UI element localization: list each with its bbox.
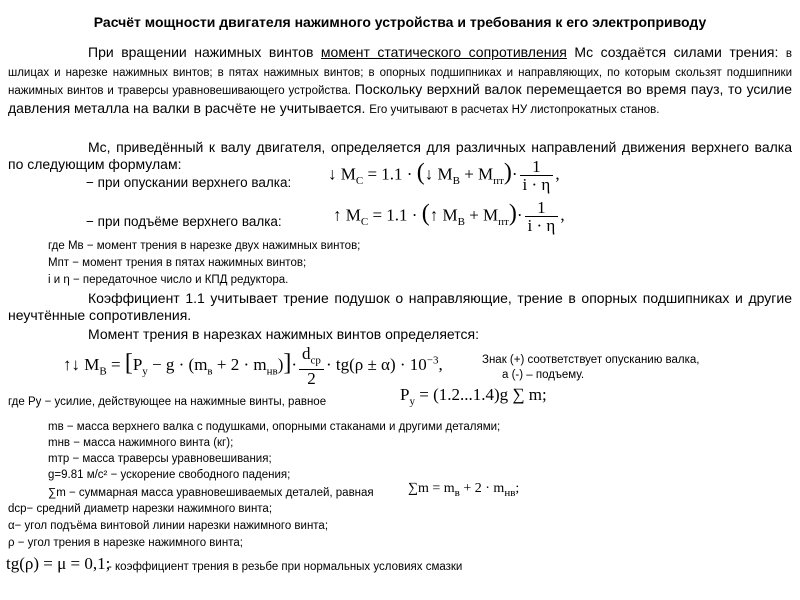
p1-text-e: Его учитывают в расчетах НУ листопрокатных станов. (369, 103, 660, 116)
paragraph-friction-intro (8, 44, 792, 118)
p2-text: Мc, приведённый к валу двигателя, определяется для различных направлений движения верхнего валка по следующим формулам: (8, 139, 792, 172)
definition-mpt: Мпт − момент трения в пятах нажимных винтов; (48, 257, 307, 269)
formula-sum-mass: $\sum m = m_в + 2 \cdot m_{нв}$; (408, 481, 520, 499)
definition-gravity: g=9.81 м/с² − ускорение свободного падения; (48, 469, 291, 481)
py-label: где Py − усилие, действующее на нажимные винты, равное (8, 396, 327, 408)
p1-text-b: Мc создаётся силами трения: (566, 44, 786, 60)
p1-text-d: Поскольку верхний валок перемещается во время пауз, то усилие давления металла на валки в расчёте не учитывается. (8, 81, 793, 116)
formula-friction-coefficient: tg(ρ) = μ = 0,1; (6, 554, 111, 573)
definition-mnv-mass: mнв − масса нажимного винта (кг); (48, 437, 234, 449)
lowering-label: − при опускании верхнего валка: (86, 175, 292, 190)
definition-mv: где Мв − момент трения в нарезке двух нажимных винтов; (48, 240, 361, 252)
raising-label: − при подъёме верхнего валка: (86, 214, 282, 229)
page-title: Расчёт мощности двигателя нажимного устройства и требования к его электроприводу (93, 14, 707, 30)
definition-alpha: α− угол подъёма винтовой линии нарезки нажимного винта; (8, 520, 329, 532)
paragraph-thread-moment: Момент трения в нарезках нажимных винтов определяется: (88, 326, 479, 342)
formula-raising: ↑ $M_C = 1.1$ · (↑ $M_B + M_{пт})\cdot$ $\frac{1}{i \cdot \eta}$ , (333, 198, 565, 235)
formula-lowering: ↓ $M_C = 1.1$ · (↓ $M_B + M_{пт})\cdot$ $\frac{1}{i \cdot \eta}$ , (328, 157, 560, 194)
sign-note-2: а (-) – подъему. (502, 369, 585, 381)
p1-text-a: При вращении нажимных винтов (88, 44, 321, 60)
paragraph-coefficient (8, 290, 792, 323)
p3-text: Коэффициент 1.1 учитывает трение подушок о направляющие, трение в опорных подшипниках и другие неучтённые сопротивления. (8, 290, 792, 323)
definition-rho: ρ − угол трения в нарезке нажимного винта; (8, 537, 243, 549)
definition-dcp: dср− средний диаметр нарезки нажимного винта; (8, 503, 273, 515)
p1-underlined-term: момент статического сопротивления (320, 44, 567, 60)
formula-thread-moment: ↑↓ $M_B = [P_y - g \cdot (m_в + 2 \cdot m_{нв})]\cdot$ $\frac{d_{ср}}{2}$ · $tg(\rho \pm \alpha) \cdot 10^{-3}$, (63, 344, 443, 389)
friction-coefficient-note: - коэффициент трения в резьбе при нормальных условиях смазки (108, 561, 463, 573)
definition-mv-mass: mв − масса верхнего валка с подушками, опорными стаканами и другими деталями; (48, 421, 501, 433)
sign-note-1: Знак (+) соответствует опусканию валка, (482, 354, 700, 366)
definition-mtr-mass: mтр − масса траверсы уравновешивания; (48, 453, 272, 465)
definition-sum-mass: ∑m − суммарная масса уравновешиваемых деталей, равная (48, 487, 374, 499)
p1-text-c: в шлицах и нарезке нажимных винтов; в пятах нажимных винтов; в опорных подшипниках и направляющих, по которым скользят подшипники нажимных винтов и траверсы уравновешивающего устройства. (8, 48, 792, 97)
definition-i-eta: i и η − передаточное число и КПД редуктора. (48, 274, 289, 286)
formula-py: $P_y = (1.2...1.4)g$ ∑ m; (400, 385, 547, 408)
